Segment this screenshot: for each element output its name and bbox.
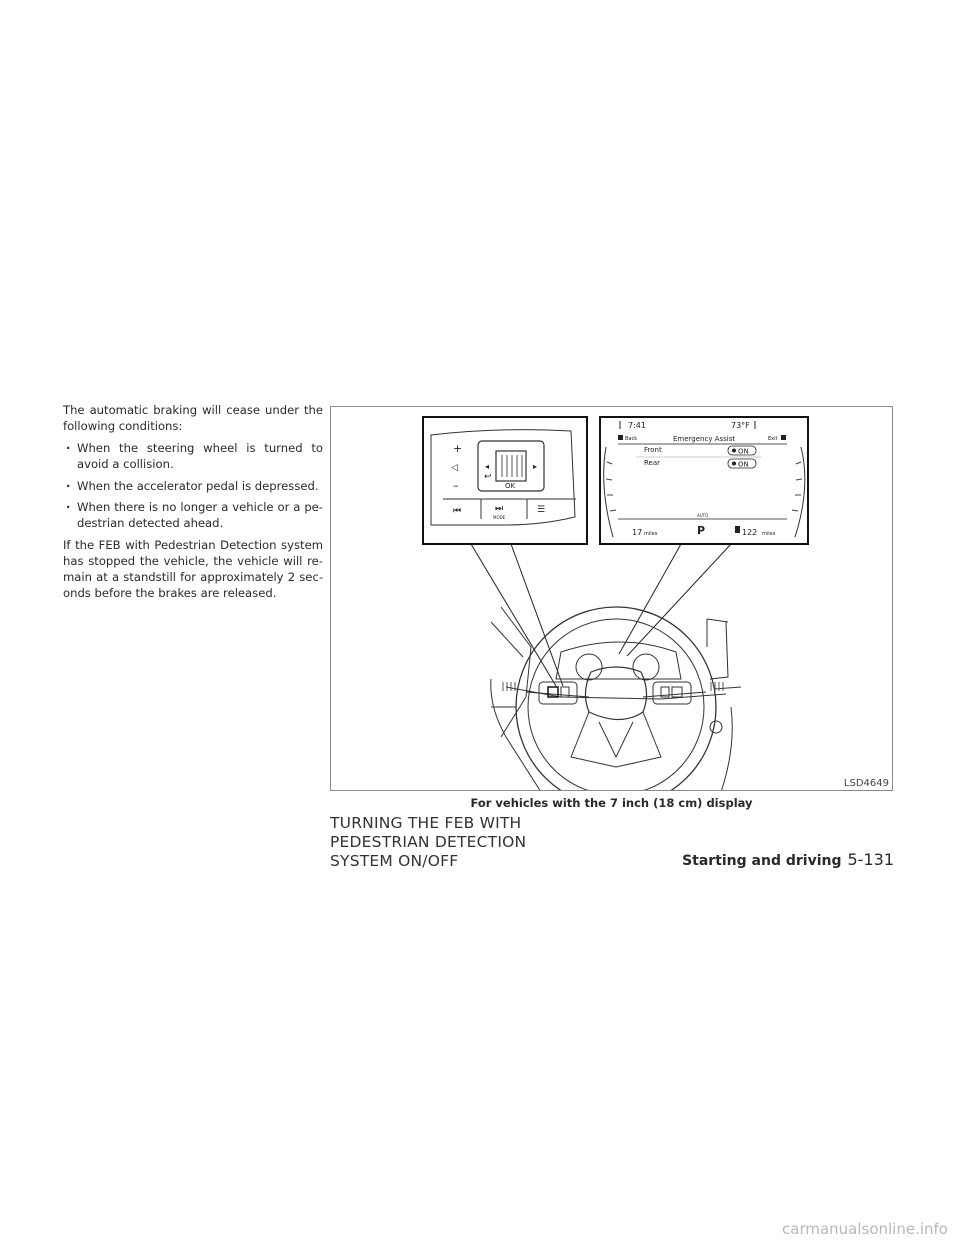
figure-illustration <box>331 407 893 791</box>
display-auto: AUTO <box>697 513 709 518</box>
mode-label: MODE <box>493 515 506 520</box>
display-range-unit: miles <box>762 531 776 537</box>
left-arrow-icon: ◂ <box>485 462 490 471</box>
menu-list-icon: ☰ <box>537 505 546 515</box>
back-arrow-icon <box>618 435 623 440</box>
volume-minus-icon: – <box>453 479 459 492</box>
bullet-no-vehicle: · When there is no longer a vehicle or a pe-destrian detected ahead. <box>63 500 323 532</box>
steering-wheel-figure <box>330 406 893 791</box>
display-row-front-value: ON <box>738 447 749 456</box>
back-icon: ↩ <box>484 472 492 482</box>
bullet-steering: · When the steering wheel is turned to avoid a collision. <box>63 441 323 473</box>
display-row-rear-value: ON <box>738 460 749 469</box>
display-odo-left-unit: miles <box>644 531 658 537</box>
figure-id: LSD4649 <box>843 778 889 789</box>
display-temp: 73°F <box>731 421 750 430</box>
section-heading <box>330 814 526 871</box>
volume-plus-icon: + <box>453 442 463 455</box>
fuel-icon <box>735 526 740 533</box>
ok-label: OK <box>505 482 516 490</box>
right-arrow-icon: ▸ <box>533 462 538 471</box>
display-odo-left: 17 <box>632 528 643 537</box>
display-time: 7:41 <box>628 421 646 430</box>
standstill-paragraph: If the FEB with Pedestrian Detection system has stopped the vehicle, the vehicle will re-main at a standstill for approximately 2 sec-onds before the brakes are released. <box>63 538 323 600</box>
switch-inset <box>423 417 587 544</box>
toggle-on-icon <box>732 449 736 453</box>
section-heading-line: PEDESTRIAN DETECTION <box>330 832 527 851</box>
section-heading-line: SYSTEM ON/OFF <box>330 851 459 870</box>
seek-forward-icon: ⏭ <box>495 504 504 514</box>
display-inset <box>600 417 808 544</box>
display-range: 122 <box>742 528 758 537</box>
toggle-on-icon <box>732 462 736 466</box>
page-footer <box>682 850 894 869</box>
display-back: Back <box>625 436 638 442</box>
display-row-rear-label: Rear <box>644 459 661 467</box>
footer-section: Starting and driving <box>682 853 842 869</box>
figure-caption: For vehicles with the 7 inch (18 cm) display <box>470 796 753 810</box>
dashboard-illustration <box>491 607 741 791</box>
display-title: Emergency Assist <box>673 435 736 443</box>
speaker-icon: ◁ <box>451 463 458 473</box>
page-number: 5-131 <box>847 850 894 869</box>
watermark: carmanualsonline.info <box>782 1220 948 1238</box>
display-row-front-label: Front <box>644 446 662 454</box>
display-gear: P <box>697 524 706 537</box>
section-heading-line: TURNING THE FEB WITH <box>330 814 522 832</box>
exit-icon <box>781 435 786 440</box>
seek-back-icon: ⏮ <box>453 506 462 516</box>
display-exit: Exit <box>768 436 778 442</box>
body-text-column <box>63 403 323 608</box>
intro-paragraph: The automatic braking will cease under the following conditions: <box>63 403 323 433</box>
bullet-accelerator: · When the accelerator pedal is depressed. <box>63 479 323 495</box>
